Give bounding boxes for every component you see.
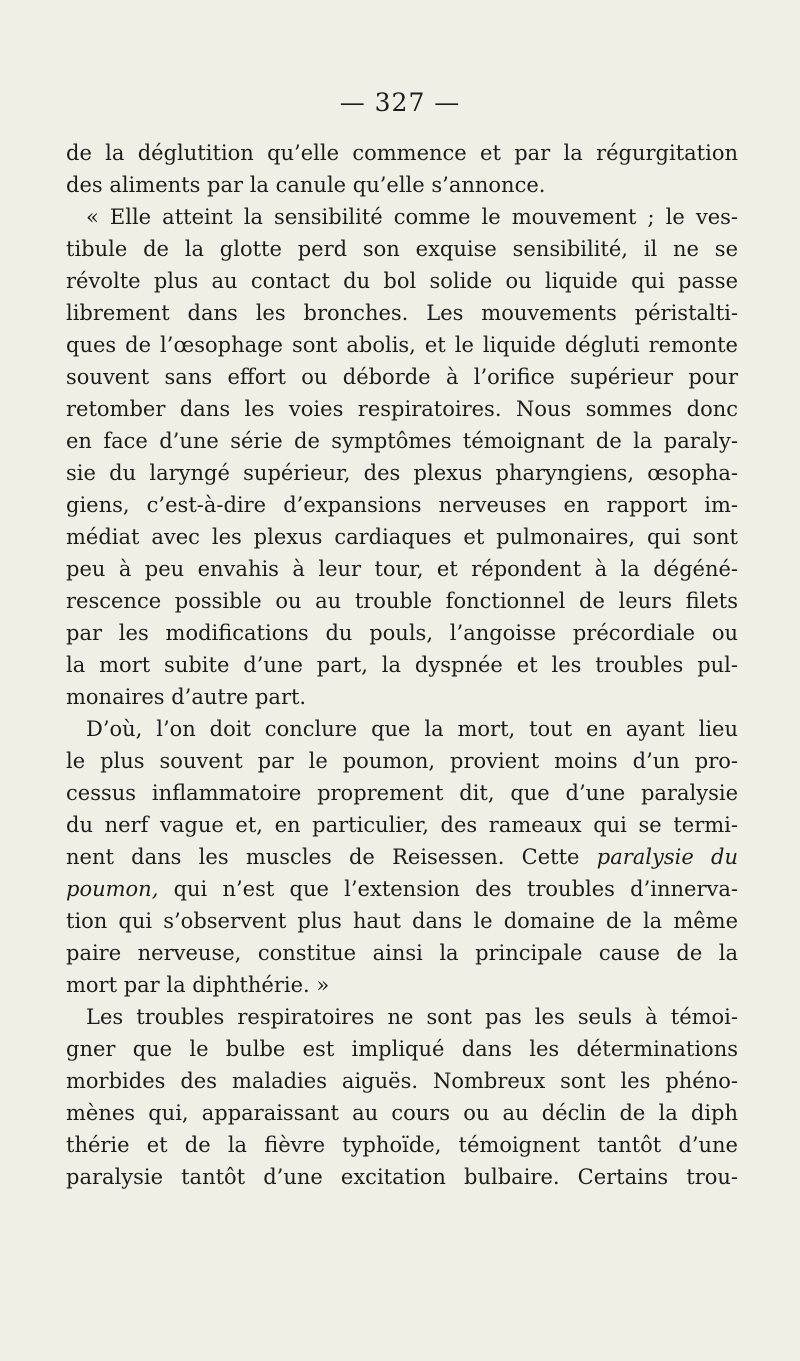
line-text: cessus inflammatoire proprement dit, que d’une paralysie <box>66 781 738 805</box>
text-line <box>66 1129 738 1161</box>
line-text: paralysie tantôt d’une excitation bulbaire. Certains trou- <box>66 1165 738 1189</box>
line-text: des aliments par la canule qu’elle s’annonce. <box>66 173 546 197</box>
line-text: tibule de la glotte perd son exquise sensibilité, il ne se <box>66 237 738 261</box>
line-text: giens, c’est-à-dire d’expansions nerveuses en rapport im- <box>66 493 738 517</box>
text-line <box>66 137 738 169</box>
text-line <box>66 553 738 585</box>
line-text: mort par la diphthérie. » <box>66 973 330 997</box>
text-line <box>66 713 738 745</box>
line-text: le plus souvent par le poumon, provient moins d’un pro- <box>66 749 738 773</box>
text-line <box>66 649 738 681</box>
line-text: Les troubles respiratoires ne sont pas les seuls à témoi- <box>86 1005 738 1029</box>
text-line <box>66 425 738 457</box>
text-line <box>66 201 738 233</box>
text-line <box>66 841 738 873</box>
page-number: — 327 — <box>339 88 461 117</box>
italic-phrase: paralysie du <box>596 845 738 869</box>
line-text: monaires d’autre part. <box>66 685 307 709</box>
text-line <box>66 585 738 617</box>
line-text: mènes qui, apparaissant au cours ou au déclin de la diph <box>66 1101 738 1125</box>
line-text: par les modifications du pouls, l’angoisse précordiale ou <box>66 621 738 645</box>
line-text: « Elle atteint la sensibilité comme le mouvement ; le ves- <box>86 205 738 229</box>
line-text: nent dans les muscles de Reisessen. Cette <box>66 845 580 869</box>
text-line <box>66 1033 738 1065</box>
line-text: gner que le bulbe est impliqué dans les déterminations <box>66 1037 738 1061</box>
line-text: révolte plus au contact du bol solide ou liquide qui passe <box>66 269 738 293</box>
text-line <box>66 329 738 361</box>
text-line <box>66 937 738 969</box>
text-line <box>66 393 738 425</box>
text-line <box>66 969 738 1001</box>
text-line <box>66 905 738 937</box>
text-line <box>66 777 738 809</box>
text-line <box>66 1097 738 1129</box>
text-line <box>66 169 738 201</box>
text-line <box>66 265 738 297</box>
line-text: thérie et de la fièvre typhoïde, témoignent tantôt d’une <box>66 1133 738 1157</box>
line-text: paire nerveuse, constitue ainsi la principale cause de la <box>66 941 738 965</box>
text-line <box>66 1065 738 1097</box>
text-line <box>66 1161 738 1193</box>
text-line <box>66 233 738 265</box>
line-text: médiat avec les plexus cardiaques et pulmonaires, qui sont <box>66 525 738 549</box>
line-text: qui n’est que l’extension des troubles d’innerva- <box>158 877 738 901</box>
text-line <box>66 521 738 553</box>
line-text: la mort subite d’une part, la dyspnée et les troubles pul- <box>66 653 738 677</box>
line-text: en face d’une série de symptômes témoignant de la paraly- <box>66 429 738 453</box>
body-text <box>66 137 738 1193</box>
text-line <box>66 489 738 521</box>
line-text: du nerf vague et, en particulier, des rameaux qui se termi- <box>66 813 738 837</box>
text-line <box>66 361 738 393</box>
line-text: sie du laryngé supérieur, des plexus pharyngiens, œsopha- <box>66 461 738 485</box>
line-text: retomber dans les voies respiratoires. Nous sommes donc <box>66 397 738 421</box>
line-text: librement dans les bronches. Les mouvements péristalti- <box>66 301 738 325</box>
line-text: peu à peu envahis à leur tour, et répondent à la dégéné- <box>66 557 738 581</box>
text-line <box>66 617 738 649</box>
text-line <box>66 745 738 777</box>
text-line <box>66 457 738 489</box>
text-line <box>66 1001 738 1033</box>
line-text: souvent sans effort ou déborde à l’orifice supérieur pour <box>66 365 738 389</box>
italic-phrase: poumon, <box>66 877 159 901</box>
text-line <box>66 297 738 329</box>
text-line <box>66 809 738 841</box>
line-text: de la déglutition qu’elle commence et par la régurgitation <box>66 141 738 165</box>
line-text: rescence possible ou au trouble fonctionnel de leurs filets <box>66 589 738 613</box>
line-text: tion qui s’observent plus haut dans le domaine de la même <box>66 909 738 933</box>
text-line <box>66 873 738 905</box>
line-text: D’où, l’on doit conclure que la mort, tout en ayant lieu <box>86 717 738 741</box>
line-text: morbides des maladies aiguës. Nombreux sont les phéno- <box>66 1069 738 1093</box>
line-text: ques de l’œsophage sont abolis, et le liquide dégluti remonte <box>66 333 738 357</box>
text-line <box>66 681 738 713</box>
